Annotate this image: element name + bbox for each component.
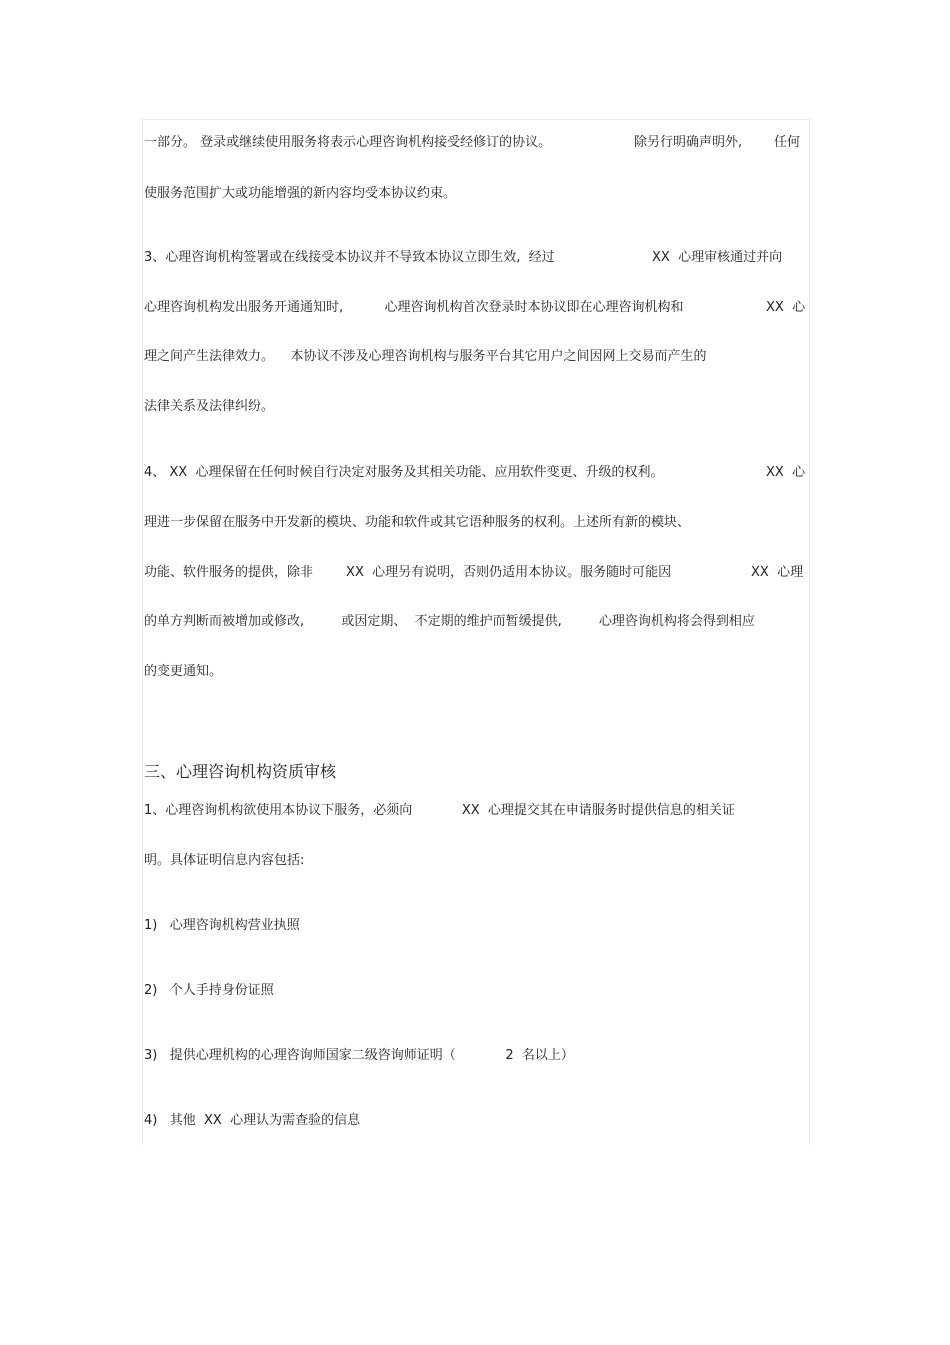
text-line: 法律关系及法律纠纷。 <box>144 399 275 414</box>
text-line: 除另行明确声明外, <box>634 135 743 150</box>
text-line: XX 心理 <box>751 565 804 580</box>
text-line: 4、 XX 心理保留在任何时候自行决定对服务及其相关功能、应用软件变更、升级的权利。 <box>144 465 664 480</box>
text-line: 心理咨询机构发出服务开通通知时, 心理咨询机构首次登录时本协议即在心理咨询机构和 <box>144 300 684 315</box>
text-line: 1、心理咨询机构欲使用本协议下服务，必须向 XX 心理提交其在申请服务时提供信息的相关证 <box>144 803 735 818</box>
text-line: 功能、软件服务的提供，除非 XX 心理另有说明，否则仍适用本协议。服务随时可能因 <box>144 565 672 580</box>
text-line: 的单方判断而被增加或修改, 或因定期、 不定期的维护而暂缓提供, 心理咨询机构将会得到相应 <box>144 614 755 629</box>
section-heading: 三、心理咨询机构资质审核 <box>144 762 337 781</box>
list-item: 3) 提供心理机构的心理咨询师国家二级咨询师证明（ 2 名以上） <box>144 1048 574 1063</box>
text-line: XX 心 <box>766 300 806 315</box>
text-line: XX 心理审核通过并向 <box>652 250 783 265</box>
text-line: XX 心 <box>766 465 806 480</box>
text-line: 3、心理咨询机构签署或在线接受本协议并不导致本协议立即生效, 经过 <box>144 250 555 265</box>
list-item: 4) 其他 XX 心理认为需查验的信息 <box>144 1113 361 1128</box>
text-line: 任何 <box>774 135 801 150</box>
text-line: 一部分。 登录或继续使用服务将表示心理咨询机构接受经修订的协议。 <box>144 135 552 150</box>
text-line: 使服务范围扩大或功能增强的新内容均受本协议约束。 <box>144 186 457 201</box>
list-item: 2) 个人手持身份证照 <box>144 983 274 998</box>
text-line: 的变更通知。 <box>144 664 223 679</box>
text-line: 理之间产生法律效力。 本协议不涉及心理咨询机构与服务平台其它用户之间因网上交易而产生的 <box>144 349 707 364</box>
text-line: 明。具体证明信息内容包括: <box>144 853 305 868</box>
list-item: 1) 心理咨询机构营业执照 <box>144 918 300 933</box>
text-line: 理进一步保留在服务中开发新的模块、功能和软件或其它语种服务的权利。上述所有新的模块、 <box>144 515 691 530</box>
